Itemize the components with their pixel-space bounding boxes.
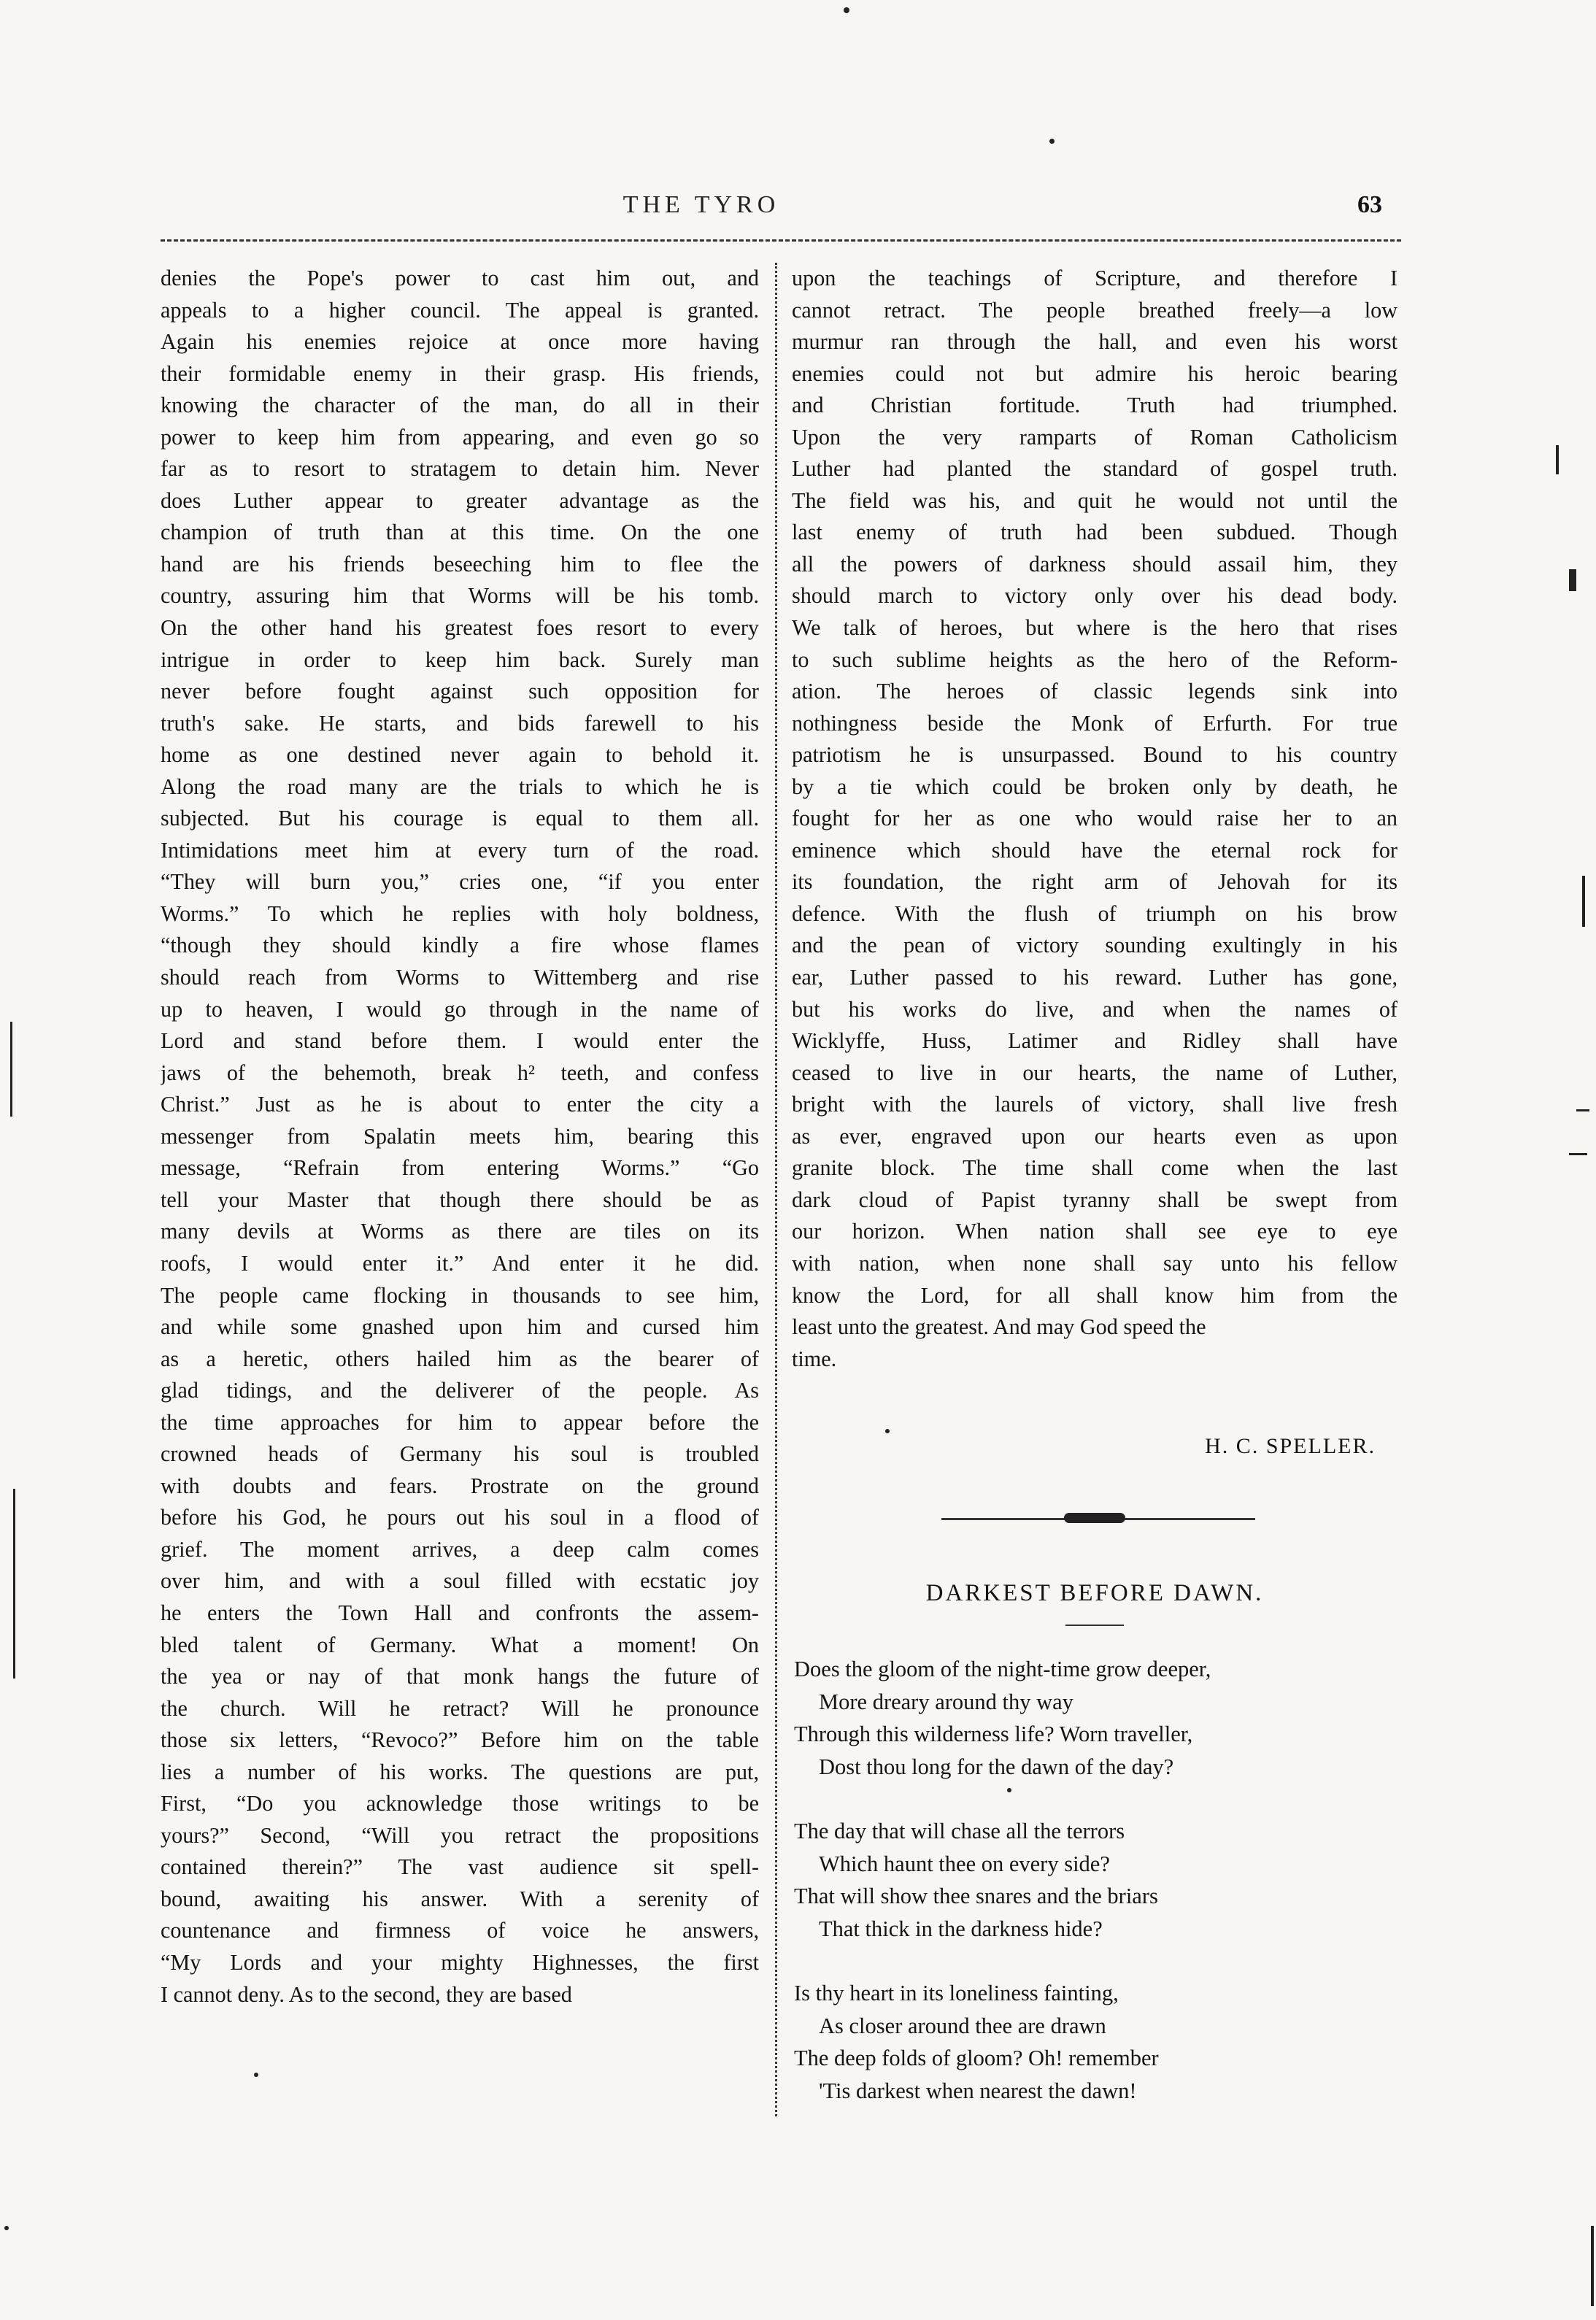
running-title: THE TYRO — [622, 191, 780, 218]
scan-edge-mark — [1556, 445, 1559, 474]
text-line: with nation, when none shall say unto his fellow — [792, 1250, 1398, 1276]
text-line: as ever, engraved upon our hearts even as upon — [792, 1123, 1398, 1149]
text-line: upon the teachings of Scripture, and therefore I — [792, 266, 1398, 290]
text-line: patriotism he is unsurpassed. Bound to his country — [792, 742, 1398, 768]
text-line: last enemy of truth had been subdued. Though — [792, 520, 1398, 545]
text-line: Worms.” To which he replies with holy boldness, — [161, 901, 759, 926]
scan-speck — [885, 1429, 890, 1433]
text-line: eminence which should have the eternal rock for — [792, 837, 1398, 863]
poem-verse: The deep folds of gloom? Oh! remember — [794, 2046, 1159, 2070]
text-line: I cannot deny. As to the second, they are based — [161, 1981, 572, 2007]
text-line: fought for her as one who would raise her to an — [792, 806, 1398, 831]
text-line: bound, awaiting his answer. With a serenity of — [161, 1886, 759, 1911]
text-line: up to heaven, I would go through in the name of — [161, 996, 759, 1022]
poem-verse: More dreary around thy way — [819, 1689, 1073, 1714]
text-line: Lord and stand before them. I would enter the — [161, 1028, 759, 1054]
text-line: the yea or nay of that monk hangs the future of — [161, 1664, 759, 1689]
text-line: denies the Pope's power to cast him out, and — [161, 266, 759, 290]
poem-stanza — [794, 1653, 1400, 1783]
text-line: messenger from Spalatin meets him, bearing this — [161, 1123, 759, 1149]
text-line: Intimidations meet him at every turn of the road. — [161, 837, 759, 863]
poem-verse: That will show thee snares and the briars — [794, 1884, 1158, 1908]
text-line: with doubts and fears. Prostrate on the ground — [161, 1473, 759, 1498]
poem-verse: The day that will chase all the terrors — [794, 1819, 1125, 1843]
page-number: 63 — [1357, 191, 1382, 218]
text-line: the time approaches for him to appear before the — [161, 1409, 759, 1435]
text-line: granite block. The time shall come when the last — [792, 1155, 1398, 1181]
text-line: roofs, I would enter it.” And enter it he did. — [161, 1250, 759, 1276]
text-line: Christ.” Just as he is about to enter the city a — [161, 1092, 759, 1117]
text-line: before his God, he pours out his soul in a flood of — [161, 1505, 759, 1530]
text-line: should march to victory only over his dead body. — [792, 583, 1398, 609]
text-line: murmur ran through the hall, and even his worst — [792, 329, 1398, 355]
text-line: and the pean of victory sounding exultingly in his — [792, 933, 1398, 958]
text-line: many devils at Worms as there are tiles on its — [161, 1219, 759, 1244]
scan-speck — [4, 2226, 9, 2230]
text-line: far as to resort to stratagem to detain him. Never — [161, 456, 759, 482]
text-line: contained therein?” The vast audience sit spell- — [161, 1854, 759, 1880]
text-line: bled talent of Germany. What a moment! On — [161, 1632, 759, 1657]
text-line: intrigue in order to keep him back. Surely man — [161, 647, 759, 672]
text-line: On the other hand his greatest foes resort to every — [161, 615, 759, 641]
poem-stanza — [794, 1977, 1400, 2107]
text-line: he enters the Town Hall and confronts the assem- — [161, 1600, 759, 1625]
poem-verse: Which haunt thee on every side? — [819, 1851, 1110, 1876]
column-divider — [775, 263, 777, 2116]
text-line: and Christian fortitude. Truth had triumphed. — [792, 393, 1398, 418]
text-line: message, “Refrain from entering Worms.” “Go — [161, 1155, 759, 1181]
text-line: champion of truth than at this time. On the one — [161, 520, 759, 545]
poem-verse: Does the gloom of the night-time grow deeper, — [794, 1657, 1211, 1681]
text-line: hand are his friends beseeching him to flee the — [161, 551, 759, 577]
poem-title: DARKEST BEFORE DAWN. — [925, 1580, 1264, 1606]
text-line: Luther had planted the standard of gospel truth. — [792, 456, 1398, 482]
text-line: lies a number of his works. The questions are put, — [161, 1759, 759, 1784]
text-line: the church. Will he retract? Will he pronounce — [161, 1695, 759, 1721]
poem-verse: Through this wilderness life? Worn traveller, — [794, 1722, 1193, 1746]
text-line: all the powers of darkness should assail him, they — [792, 551, 1398, 577]
text-line: tell your Master that though there should be as — [161, 1187, 759, 1212]
text-line: yours?” Second, “Will you retract the propositions — [161, 1822, 759, 1848]
scan-edge-mark — [13, 1489, 15, 1679]
text-line: those six letters, “Revoco?” Before him on the table — [161, 1727, 759, 1753]
text-line: Wicklyffe, Huss, Latimer and Ridley shall have — [792, 1028, 1398, 1054]
scan-edge-mark — [1582, 876, 1585, 927]
text-line: as a heretic, others hailed him as the bearer of — [161, 1346, 759, 1371]
text-line: truth's sake. He starts, and bids farewell to his — [161, 710, 759, 736]
text-line: “They will burn you,” cries one, “if you enter — [161, 869, 759, 895]
text-line: dark cloud of Papist tyranny shall be swept from — [792, 1187, 1398, 1212]
text-line: and while some gnashed upon him and cursed him — [161, 1314, 759, 1340]
text-line: appeals to a higher council. The appeal is granted. — [161, 297, 759, 323]
text-line: power to keep him from appearing, and even go so — [161, 424, 759, 450]
text-line: Again his enemies rejoice at once more having — [161, 329, 759, 355]
text-line: home as one destined never again to behold it. — [161, 742, 759, 768]
scan-speck — [844, 7, 849, 13]
text-line: but his works do live, and when the names of — [792, 996, 1398, 1022]
text-line: country, assuring him that Worms will be his tomb. — [161, 583, 759, 609]
text-line: jaws of the behemoth, break h² teeth, and confess — [161, 1060, 759, 1085]
poem-verse: That thick in the darkness hide? — [819, 1916, 1103, 1941]
text-line: least unto the greatest. And may God speed the — [792, 1314, 1206, 1340]
text-line: never before fought against such opposition for — [161, 679, 759, 704]
text-line: know the Lord, for all shall know him from the — [792, 1282, 1398, 1308]
scan-edge-mark — [1569, 1153, 1587, 1155]
text-line: grief. The moment arrives, a deep calm comes — [161, 1536, 759, 1562]
text-line: knowing the character of the man, do all in their — [161, 393, 759, 418]
scan-speck — [1049, 139, 1055, 144]
text-line: “though they should kindly a fire whose flames — [161, 933, 759, 958]
text-line: Upon the very ramparts of Roman Catholicism — [792, 424, 1398, 450]
text-line: crowned heads of Germany his soul is troubled — [161, 1441, 759, 1467]
poem-body — [794, 1653, 1400, 2139]
left-column — [161, 263, 759, 2011]
text-line: First, “Do you acknowledge those writings to be — [161, 1791, 759, 1816]
text-line: We talk of heroes, but where is the hero that rises — [792, 615, 1398, 641]
scan-edge-mark — [1569, 569, 1576, 591]
scan-edge-mark — [1576, 1109, 1589, 1111]
poem-title-rule — [1065, 1625, 1124, 1626]
poem-verse: As closer around thee are drawn — [819, 2013, 1106, 2038]
text-line: ation. The heroes of classic legends sink into — [792, 679, 1398, 704]
text-line: enemies could not but admire his heroic bearing — [792, 361, 1398, 386]
text-line: our horizon. When nation shall see eye to eye — [792, 1219, 1398, 1244]
text-line: bright with the laurels of victory, shall live fresh — [792, 1092, 1398, 1117]
poem-stanza — [794, 1815, 1400, 1945]
scan-speck — [1007, 1788, 1011, 1792]
text-line: ceased to live in our hearts, the name of Luther, — [792, 1060, 1398, 1085]
text-line: over him, and with a soul filled with ecstatic joy — [161, 1568, 759, 1594]
text-line: countenance and firmness of voice he answers, — [161, 1918, 759, 1943]
separator-ornament — [1064, 1513, 1125, 1523]
poem-verse: Is thy heart in its loneliness fainting, — [794, 1981, 1119, 2005]
poem-verse: 'Tis darkest when nearest the dawn! — [819, 2078, 1137, 2103]
author-signature: H. C. SPELLER. — [1205, 1434, 1376, 1458]
text-line: its foundation, the right arm of Jehovah for its — [792, 869, 1398, 895]
text-line: subjected. But his courage is equal to them all. — [161, 806, 759, 831]
text-line: glad tidings, and the deliverer of the people. As — [161, 1378, 759, 1403]
text-line: defence. With the flush of triumph on his brow — [792, 901, 1398, 926]
text-line: Along the road many are the trials to which he is — [161, 774, 759, 799]
text-line: “My Lords and your mighty Highnesses, the first — [161, 1949, 759, 1975]
right-column — [792, 263, 1398, 1375]
text-line: ear, Luther passed to his reward. Luther has gone, — [792, 965, 1398, 990]
text-line: The people came flocking in thousands to see him, — [161, 1282, 759, 1308]
text-line: cannot retract. The people breathed freely—a low — [792, 297, 1398, 323]
scan-edge-mark — [10, 1022, 12, 1117]
text-line: nothingness beside the Monk of Erfurth. For true — [792, 710, 1398, 736]
text-line: to such sublime heights as the hero of the Reform- — [792, 647, 1398, 672]
header-rule — [161, 239, 1401, 242]
scan-speck — [254, 2073, 258, 2077]
text-line: by a tie which could be broken only by death, he — [792, 774, 1398, 799]
text-line: does Luther appear to greater advantage as the — [161, 487, 759, 513]
text-line: The field was his, and quit he would not until the — [792, 487, 1398, 513]
text-line: time. — [792, 1346, 837, 1371]
scan-edge-mark — [1591, 2226, 1594, 2306]
text-line: should reach from Worms to Wittemberg and rise — [161, 965, 759, 990]
poem-verse: Dost thou long for the dawn of the day? — [819, 1754, 1174, 1779]
text-line: their formidable enemy in their grasp. His friends, — [161, 361, 759, 386]
